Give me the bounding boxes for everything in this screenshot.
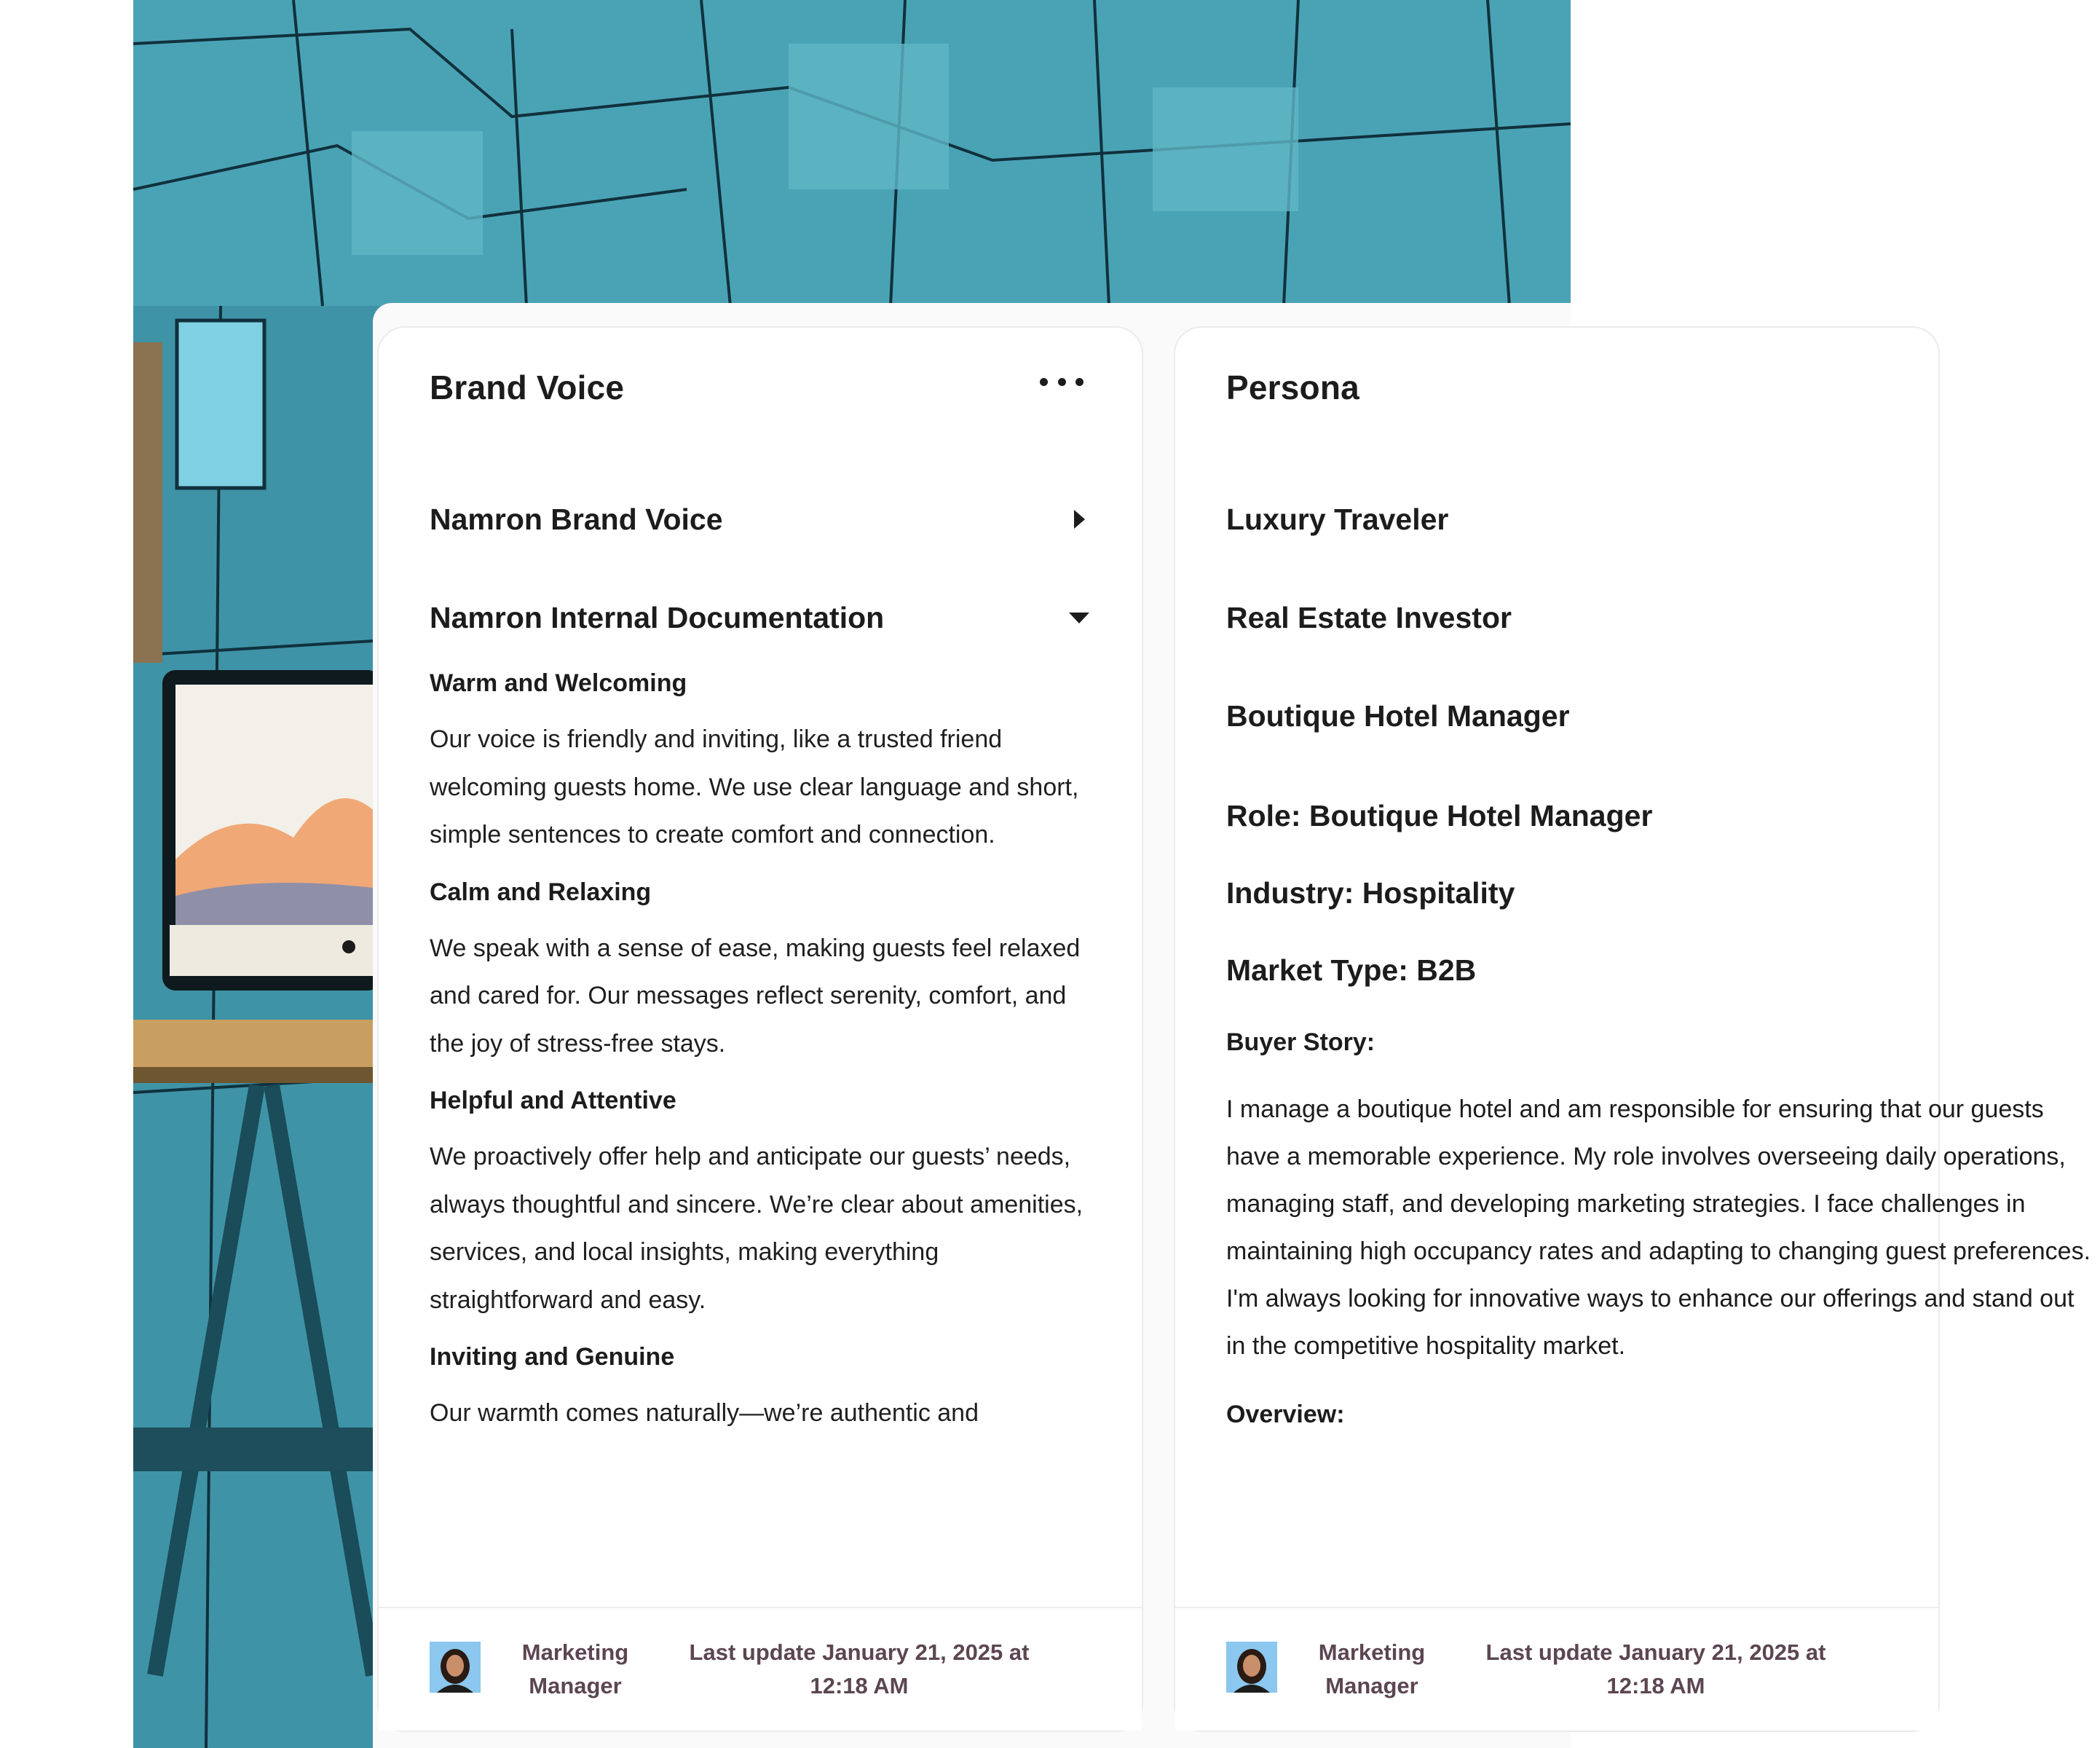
card-footer [1175, 1607, 1938, 1731]
section-heading: Calm and Relaxing [430, 878, 652, 906]
buyer-story-heading: Buyer Story: [1226, 1028, 1375, 1056]
card-title: Brand Voice [430, 369, 625, 406]
section-heading: Helpful and Attentive [430, 1087, 676, 1114]
item-label: Namron Internal Documentation [430, 600, 885, 634]
fact-industry: Industry: Hospitality [1226, 876, 1515, 910]
section-body: We proactively offer help and anticipate our guests’ needs, always thoughtful and sincere. We’re clear about amenities, services, and local insights, making everything straightforward and easy. [430, 1143, 1083, 1314]
card-footer [379, 1607, 1142, 1731]
fact-market-type: Market Type: B2B [1226, 953, 1477, 987]
item-luxury-traveler[interactable] [1226, 497, 2100, 541]
section-heading: Warm and Welcoming [430, 669, 687, 697]
brand-voice-content[interactable] [430, 666, 1100, 1591]
persona-content[interactable] [1226, 794, 2091, 1588]
item-boutique-hotel-manager[interactable] [1226, 694, 2100, 738]
cards-board [373, 303, 2091, 1748]
brand-voice-card [377, 326, 1143, 1732]
avatar-icon [430, 1642, 481, 1693]
footer-last-update: Last update January 21, 2025 at 12:18 AM [689, 1639, 1030, 1698]
footer-role: Marketing Manager [1318, 1639, 1426, 1698]
item-real-estate-investor[interactable] [1226, 596, 2100, 639]
footer-role: Marketing Manager [521, 1639, 629, 1698]
item-namron-internal-documentation[interactable] [430, 596, 1092, 639]
card-title: Persona [1226, 369, 1359, 406]
overview-heading: Overview: [1226, 1401, 1345, 1428]
footer-last-update: Last update January 21, 2025 at 12:18 AM [1485, 1639, 1826, 1698]
section-body: Our warmth comes naturally—we’re authentic and [430, 1399, 979, 1427]
caret-down-icon [1069, 613, 1089, 623]
more-horizontal-icon[interactable] [1040, 373, 1083, 390]
persona-card [1174, 326, 2091, 1732]
caret-right-icon [1074, 510, 1085, 529]
section-body: We speak with a sense of ease, making guests feel relaxed and cared for. Our messages reflect serenity, comfort, and the joy of stress-free stays. [430, 934, 1081, 1058]
section-body: Our voice is friendly and inviting, like a trusted friend welcoming guests home. We use clear language and short, simple sentences to create comfort and connection. [430, 725, 1079, 849]
item-namron-brand-voice[interactable] [430, 497, 1092, 541]
item-label: Real Estate Investor [1226, 600, 1512, 634]
section-heading: Inviting and Genuine [430, 1343, 675, 1371]
fact-role: Role: Boutique Hotel Manager [1226, 799, 1653, 832]
buyer-story-body: I manage a boutique hotel and am responsible for ensuring that our guests have a memorable experience. My role involves overseeing daily operations, managing staff, and developing marketing strategies. I face challenges in maintaining high occupancy rates and adapting to changing guest preferences. I'm always looking for innovative ways to enhance our offerings and stand out in the competitive hospitality market. [1226, 1095, 2091, 1360]
avatar-icon [1226, 1642, 1277, 1693]
item-label: Namron Brand Voice [430, 502, 723, 536]
item-label: Boutique Hotel Manager [1226, 698, 1570, 733]
item-label: Luxury Traveler [1226, 502, 1449, 536]
